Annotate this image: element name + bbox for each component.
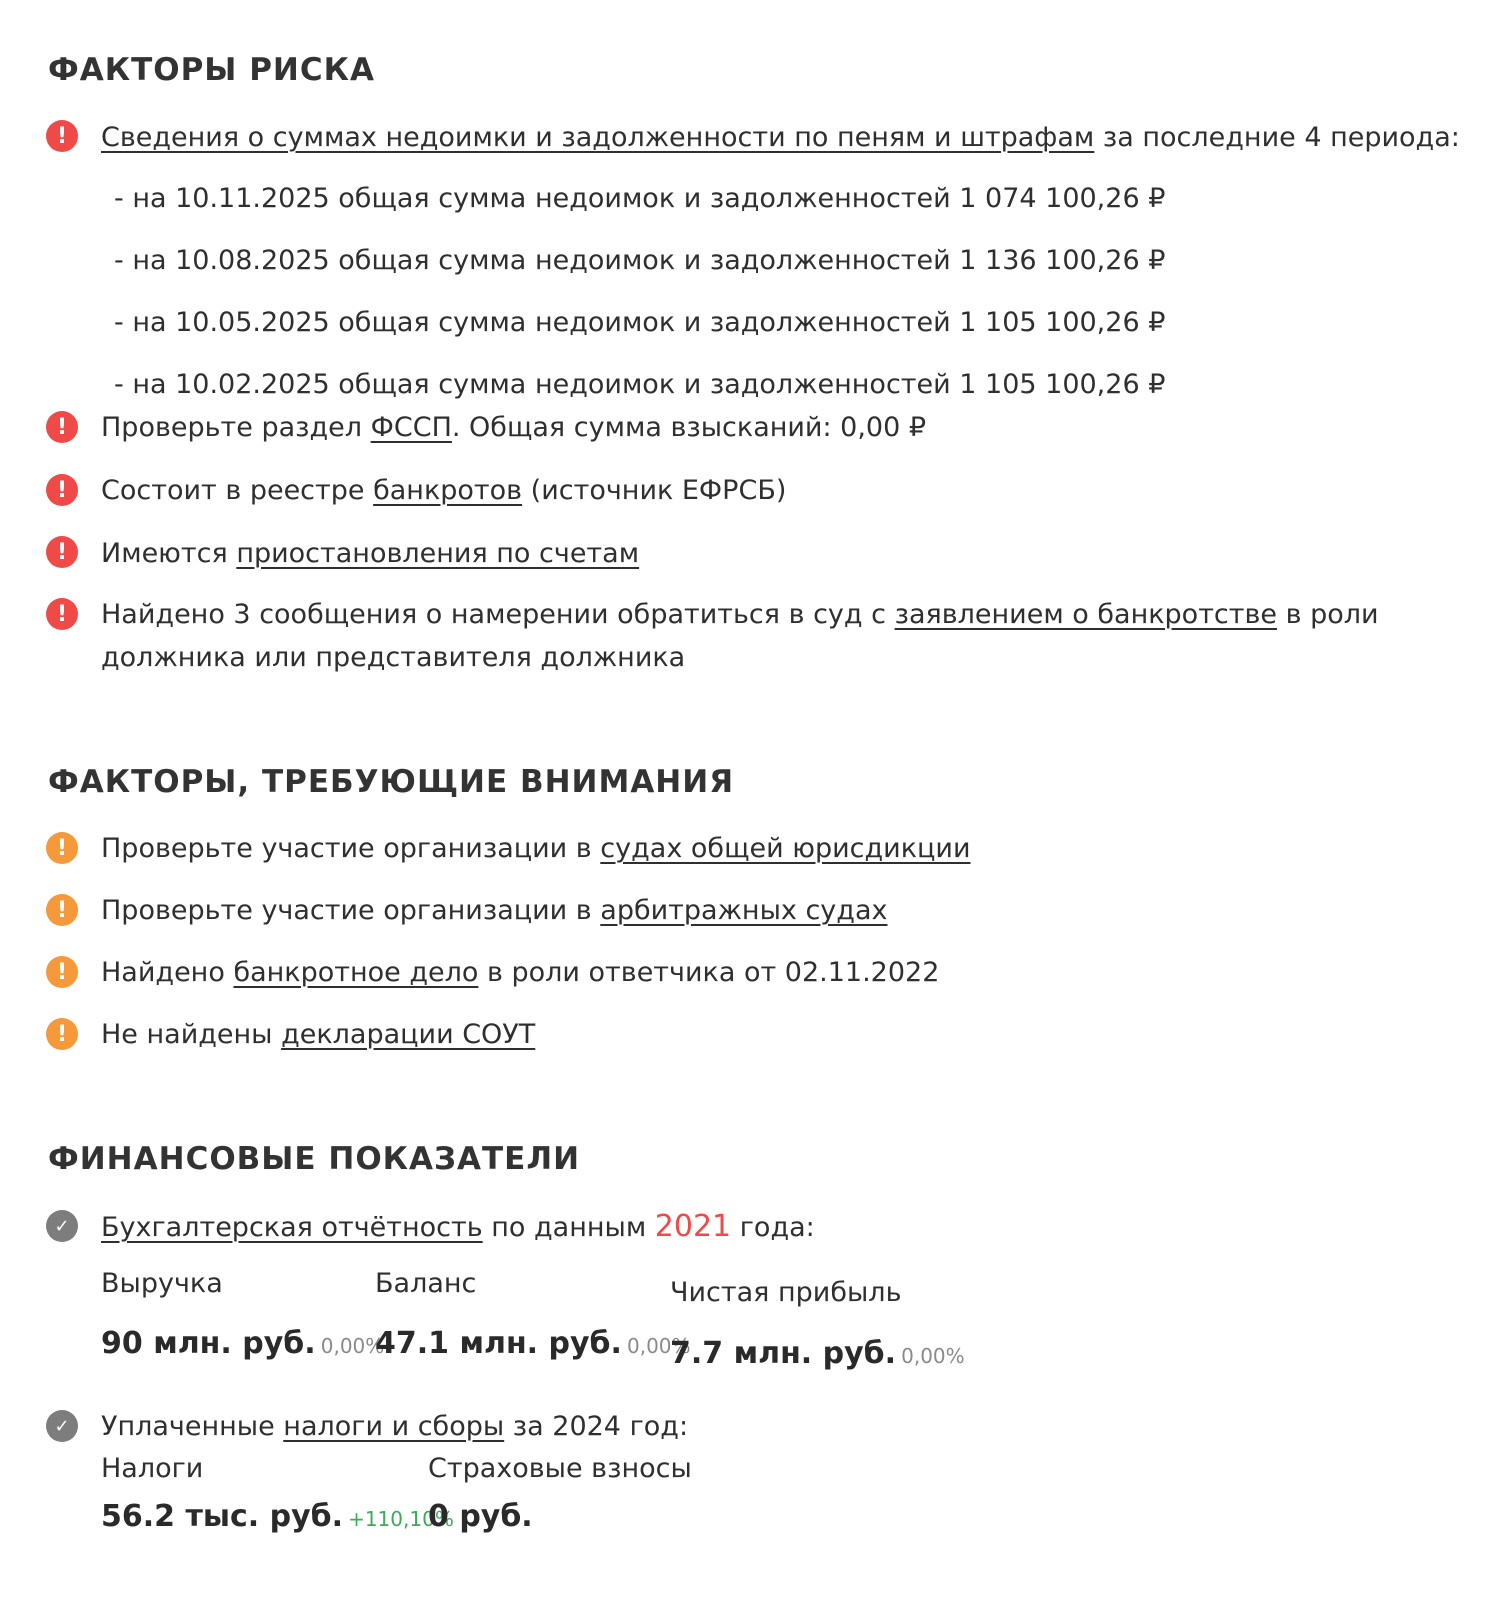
alert-icon: ! [46,120,78,152]
metric-value-taxes: 56.2 тыс. руб. [101,1499,343,1534]
debt-line: - на 10.08.2025 общая сумма недоимок и задолженностей 1 136 100,26 ₽ [114,245,1166,276]
warning-icon: ! [46,894,78,926]
metric-net-profit [670,1336,965,1371]
tax-debt-tail: за последние 4 периода: [1094,122,1460,153]
report-year: 2021 [654,1209,732,1244]
alert-icon: ! [46,474,78,506]
metric-taxes [101,1499,454,1534]
bankruptcy-claim-link[interactable]: заявлением о банкротстве [894,599,1278,630]
metric-label-balance: Баланс [375,1268,477,1299]
metric-value-balance: 47.1 млн. руб. [375,1326,622,1361]
general-courts-link[interactable]: судах общей юрисдикции [600,833,971,864]
metric-value-net-profit: 7.7 млн. руб. [670,1336,897,1371]
metric-change-net-profit: 0,00% [901,1344,965,1368]
metric-label-taxes: Налоги [101,1453,204,1484]
alert-icon: ! [46,536,78,568]
check-icon: ✓ [46,1210,78,1242]
debt-line: - на 10.11.2025 общая сумма недоимок и задолженностей 1 074 100,26 ₽ [114,183,1166,214]
arbitration-courts-link[interactable]: арбитражных судах [600,895,888,926]
metric-value-insurance: 0 руб. [428,1499,533,1534]
debt-line: - на 10.05.2025 общая сумма недоимок и задолженностей 1 105 100,26 ₽ [114,307,1166,338]
attention-item-bankruptcy-case: Найдено банкротное дело в роли ответчика от 02.11.2022 [101,957,940,988]
debt-line: - на 10.02.2025 общая сумма недоимок и задолженностей 1 105 100,26 ₽ [114,369,1166,400]
attention-item-general-courts: Проверьте участие организации в судах общей юрисдикции [101,833,971,864]
metric-balance [375,1326,691,1361]
metric-change-revenue: 0,00% [320,1334,385,1358]
attention-item-sout: Не найдены декларации СОУТ [101,1019,536,1050]
accounting-report-link[interactable]: Бухгалтерская отчётность [101,1212,483,1243]
taxes-fees-link[interactable]: налоги и сборы [283,1411,505,1442]
risk-heading: ФАКТОРЫ РИСКА [48,52,375,88]
alert-icon: ! [46,411,78,443]
warning-icon: ! [46,956,78,988]
risk-item-bankruptcy-intent-line2: должника или представителя должника [101,642,686,673]
risk-item-fssp: Проверьте раздел ФССП. Общая сумма взысканий: 0,00 ₽ [101,412,927,443]
finance-report-line: Бухгалтерская отчётность по данным 2021 года: [101,1209,815,1244]
risk-item-bankrupt-registry: Состоит в реестре банкротов (источник ЕФРСБ) [101,475,787,506]
check-icon: ✓ [46,1410,78,1442]
metric-value-revenue: 90 млн. руб. [101,1326,316,1361]
risk-item-bankruptcy-intent: Найдено 3 сообщения о намерении обратиться в суд с заявлением о банкротстве в роли [101,599,1379,630]
attention-item-arbitration-courts: Проверьте участие организации в арбитражных судах [101,895,888,926]
metric-change-balance: 0,00% [627,1334,691,1358]
risk-item-account-suspension: Имеются приостановления по счетам [101,538,640,569]
risk-item-tax-debt [101,121,1460,155]
attention-heading: ФАКТОРЫ, ТРЕБУЮЩИЕ ВНИМАНИЯ [48,764,735,800]
alert-icon: ! [46,598,78,630]
metric-label-revenue: Выручка [101,1268,223,1299]
warning-icon: ! [46,832,78,864]
warning-icon: ! [46,1018,78,1050]
metric-label-insurance: Страховые взносы [428,1453,692,1484]
metric-label-net-profit: Чистая прибыль [670,1277,902,1308]
finance-taxes-line: Уплаченные налоги и сборы за 2024 год: [101,1411,689,1442]
finance-heading: ФИНАНСОВЫЕ ПОКАЗАТЕЛИ [48,1141,581,1177]
sout-declarations-link[interactable]: декларации СОУТ [281,1019,536,1050]
bankruptcy-case-link[interactable]: банкротное дело [233,957,479,988]
account-suspension-link[interactable]: приостановления по счетам [236,538,640,569]
metric-insurance [428,1499,533,1534]
fssp-link[interactable]: ФССП [370,412,452,443]
tax-debt-link[interactable]: Сведения о суммах недоимки и задолженности по пеням и штрафам [101,122,1095,153]
metric-revenue [101,1326,384,1361]
metric-change-taxes: +110,10% [348,1507,454,1531]
bankrupts-link[interactable]: банкротов [373,475,523,506]
